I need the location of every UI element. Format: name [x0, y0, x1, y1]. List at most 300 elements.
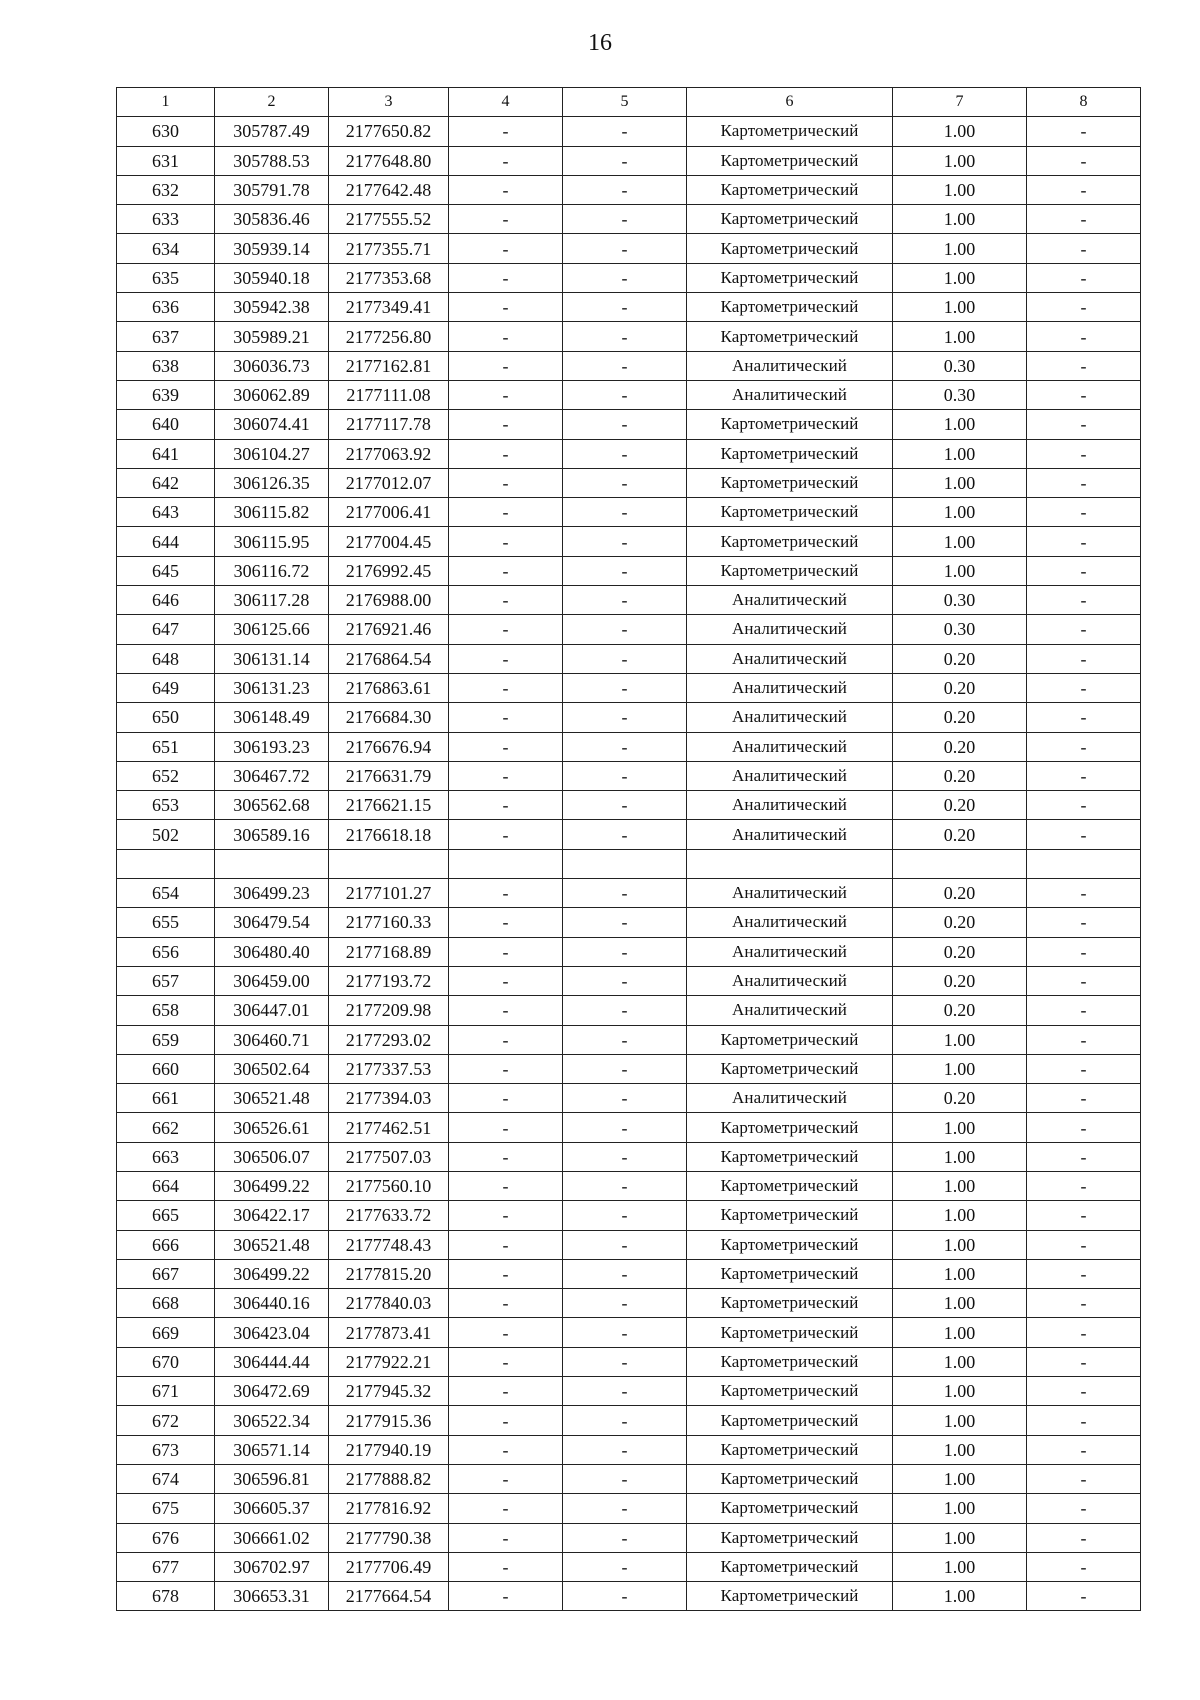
column-4-cell: - [449, 1377, 563, 1406]
column-8-cell: - [1027, 1142, 1141, 1171]
x-coordinate-cell: 306472.69 [215, 1377, 329, 1406]
column-8-cell: - [1027, 937, 1141, 966]
y-coordinate-cell: 2177873.41 [329, 1318, 449, 1347]
point-number-cell [117, 849, 215, 878]
column-8-cell: - [1027, 234, 1141, 263]
table-row [117, 322, 1141, 351]
x-coordinate-cell: 306605.37 [215, 1494, 329, 1523]
column-8-cell: - [1027, 1259, 1141, 1288]
table-row [117, 966, 1141, 995]
accuracy-cell: 1.00 [893, 175, 1027, 204]
method-cell: Картометрический [687, 1523, 893, 1552]
header-cell: 7 [893, 88, 1027, 117]
column-5-cell: - [563, 498, 687, 527]
table-row [117, 498, 1141, 527]
x-coordinate-cell: 306115.82 [215, 498, 329, 527]
accuracy-cell: 1.00 [893, 205, 1027, 234]
column-4-cell: - [449, 732, 563, 761]
column-5-cell: - [563, 468, 687, 497]
point-number-cell: 637 [117, 322, 215, 351]
x-coordinate-cell: 306104.27 [215, 439, 329, 468]
column-4-cell: - [449, 1025, 563, 1054]
column-5-cell: - [563, 937, 687, 966]
column-4-cell: - [449, 205, 563, 234]
column-5-cell: - [563, 791, 687, 820]
method-cell: Картометрический [687, 1552, 893, 1581]
point-number-cell: 670 [117, 1347, 215, 1376]
method-cell: Аналитический [687, 586, 893, 615]
column-5-cell: - [563, 234, 687, 263]
column-5-cell: - [563, 703, 687, 732]
column-8-cell: - [1027, 1230, 1141, 1259]
method-cell: Картометрический [687, 1289, 893, 1318]
method-cell: Аналитический [687, 703, 893, 732]
y-coordinate-cell: 2177168.89 [329, 937, 449, 966]
y-coordinate-cell: 2177337.53 [329, 1054, 449, 1083]
table-row [117, 937, 1141, 966]
y-coordinate-cell: 2176921.46 [329, 615, 449, 644]
table-row [117, 996, 1141, 1025]
column-8-cell: - [1027, 1025, 1141, 1054]
column-8-cell: - [1027, 1494, 1141, 1523]
y-coordinate-cell: 2177193.72 [329, 966, 449, 995]
column-4-cell: - [449, 263, 563, 292]
y-coordinate-cell: 2177160.33 [329, 908, 449, 937]
y-coordinate-cell: 2177945.32 [329, 1377, 449, 1406]
y-coordinate-cell: 2177816.92 [329, 1494, 449, 1523]
x-coordinate-cell: 306506.07 [215, 1142, 329, 1171]
point-number-cell: 673 [117, 1435, 215, 1464]
point-number-cell: 662 [117, 1113, 215, 1142]
point-number-cell: 667 [117, 1259, 215, 1288]
x-coordinate-cell: 305940.18 [215, 263, 329, 292]
x-coordinate-cell: 306521.48 [215, 1230, 329, 1259]
table-row [117, 1464, 1141, 1493]
accuracy-cell: 0.20 [893, 644, 1027, 673]
y-coordinate-cell: 2177650.82 [329, 117, 449, 146]
accuracy-cell: 1.00 [893, 1464, 1027, 1493]
x-coordinate-cell: 306116.72 [215, 556, 329, 585]
column-5-cell: - [563, 351, 687, 380]
y-coordinate-cell: 2177940.19 [329, 1435, 449, 1464]
column-4-cell: - [449, 820, 563, 849]
method-cell: Картометрический [687, 146, 893, 175]
y-coordinate-cell: 2177101.27 [329, 879, 449, 908]
column-5-cell: - [563, 1025, 687, 1054]
column-4-cell: - [449, 1084, 563, 1113]
point-number-cell: 644 [117, 527, 215, 556]
column-8-cell: - [1027, 1171, 1141, 1200]
accuracy-cell: 1.00 [893, 1582, 1027, 1611]
x-coordinate-cell: 306422.17 [215, 1201, 329, 1230]
table-row [117, 1377, 1141, 1406]
accuracy-cell: 1.00 [893, 439, 1027, 468]
y-coordinate-cell: 2177790.38 [329, 1523, 449, 1552]
method-cell: Картометрический [687, 1347, 893, 1376]
column-8-cell: - [1027, 703, 1141, 732]
y-coordinate-cell: 2177256.80 [329, 322, 449, 351]
table-row [117, 908, 1141, 937]
column-4-cell: - [449, 1582, 563, 1611]
table-row [117, 703, 1141, 732]
accuracy-cell [893, 849, 1027, 878]
x-coordinate-cell: 306062.89 [215, 380, 329, 409]
y-coordinate-cell: 2177355.71 [329, 234, 449, 263]
x-coordinate-cell: 305836.46 [215, 205, 329, 234]
table-row [117, 761, 1141, 790]
y-coordinate-cell: 2177922.21 [329, 1347, 449, 1376]
table-row [117, 1494, 1141, 1523]
accuracy-cell: 1.00 [893, 1494, 1027, 1523]
column-5-cell: - [563, 1582, 687, 1611]
column-4-cell: - [449, 498, 563, 527]
column-4-cell: - [449, 908, 563, 937]
y-coordinate-cell: 2177915.36 [329, 1406, 449, 1435]
accuracy-cell: 1.00 [893, 410, 1027, 439]
column-5-cell: - [563, 1142, 687, 1171]
point-number-cell: 652 [117, 761, 215, 790]
method-cell: Картометрический [687, 468, 893, 497]
point-number-cell: 641 [117, 439, 215, 468]
table-row [117, 527, 1141, 556]
y-coordinate-cell: 2177706.49 [329, 1552, 449, 1581]
column-4-cell: - [449, 1347, 563, 1376]
column-4-cell: - [449, 703, 563, 732]
point-number-cell: 645 [117, 556, 215, 585]
accuracy-cell: 0.30 [893, 615, 1027, 644]
accuracy-cell: 0.20 [893, 1084, 1027, 1113]
accuracy-cell: 1.00 [893, 1025, 1027, 1054]
x-coordinate-cell: 306702.97 [215, 1552, 329, 1581]
table-row [117, 1084, 1141, 1113]
column-4-cell: - [449, 1171, 563, 1200]
method-cell: Аналитический [687, 820, 893, 849]
point-number-cell: 674 [117, 1464, 215, 1493]
column-5-cell: - [563, 761, 687, 790]
accuracy-cell: 0.30 [893, 586, 1027, 615]
y-coordinate-cell: 2176864.54 [329, 644, 449, 673]
column-4-cell: - [449, 996, 563, 1025]
table-row [117, 263, 1141, 292]
column-8-cell: - [1027, 498, 1141, 527]
column-4-cell: - [449, 586, 563, 615]
column-8-cell: - [1027, 1113, 1141, 1142]
x-coordinate-cell: 306447.01 [215, 996, 329, 1025]
column-8-cell: - [1027, 1582, 1141, 1611]
method-cell: Картометрический [687, 1259, 893, 1288]
table-row [117, 1582, 1141, 1611]
point-number-cell: 631 [117, 146, 215, 175]
column-5-cell: - [563, 1113, 687, 1142]
column-8-cell [1027, 849, 1141, 878]
y-coordinate-cell: 2177555.52 [329, 205, 449, 234]
header-cell: 1 [117, 88, 215, 117]
column-4-cell: - [449, 1406, 563, 1435]
table-row [117, 644, 1141, 673]
column-8-cell: - [1027, 615, 1141, 644]
table-row [117, 1552, 1141, 1581]
x-coordinate-cell: 306499.22 [215, 1171, 329, 1200]
y-coordinate-cell: 2177633.72 [329, 1201, 449, 1230]
table-row [117, 234, 1141, 263]
column-8-cell: - [1027, 1318, 1141, 1347]
method-cell: Картометрический [687, 1435, 893, 1464]
column-4-cell: - [449, 322, 563, 351]
point-number-cell: 653 [117, 791, 215, 820]
column-8-cell: - [1027, 791, 1141, 820]
method-cell: Аналитический [687, 673, 893, 702]
table-body [117, 117, 1141, 1611]
column-5-cell: - [563, 1552, 687, 1581]
column-8-cell: - [1027, 351, 1141, 380]
x-coordinate-cell: 305989.21 [215, 322, 329, 351]
table-row [117, 117, 1141, 146]
column-8-cell: - [1027, 673, 1141, 702]
accuracy-cell: 1.00 [893, 1552, 1027, 1581]
column-5-cell: - [563, 908, 687, 937]
y-coordinate-cell: 2177353.68 [329, 263, 449, 292]
method-cell: Аналитический [687, 732, 893, 761]
header-cell: 5 [563, 88, 687, 117]
column-5-cell: - [563, 996, 687, 1025]
y-coordinate-cell: 2177117.78 [329, 410, 449, 439]
column-8-cell: - [1027, 1377, 1141, 1406]
point-number-cell: 654 [117, 879, 215, 908]
accuracy-cell: 1.00 [893, 117, 1027, 146]
column-5-cell: - [563, 1289, 687, 1318]
point-number-cell: 643 [117, 498, 215, 527]
point-number-cell: 658 [117, 996, 215, 1025]
column-8-cell: - [1027, 1552, 1141, 1581]
method-cell: Картометрический [687, 293, 893, 322]
accuracy-cell: 1.00 [893, 1377, 1027, 1406]
x-coordinate-cell: 306596.81 [215, 1464, 329, 1493]
page-number: 16 [588, 30, 612, 56]
column-5-cell: - [563, 1406, 687, 1435]
column-5-cell: - [563, 1347, 687, 1376]
accuracy-cell: 1.00 [893, 468, 1027, 497]
point-number-cell: 646 [117, 586, 215, 615]
point-number-cell: 665 [117, 1201, 215, 1230]
method-cell: Картометрический [687, 1230, 893, 1259]
x-coordinate-cell: 305787.49 [215, 117, 329, 146]
accuracy-cell: 1.00 [893, 1523, 1027, 1552]
point-number-cell: 663 [117, 1142, 215, 1171]
column-8-cell: - [1027, 586, 1141, 615]
header-cell: 4 [449, 88, 563, 117]
column-5-cell: - [563, 644, 687, 673]
x-coordinate-cell: 306131.14 [215, 644, 329, 673]
point-number-cell: 638 [117, 351, 215, 380]
column-4-cell: - [449, 615, 563, 644]
x-coordinate-cell: 306499.22 [215, 1259, 329, 1288]
table-row [117, 1171, 1141, 1200]
y-coordinate-cell: 2177560.10 [329, 1171, 449, 1200]
accuracy-cell: 1.00 [893, 1054, 1027, 1083]
point-number-cell: 656 [117, 937, 215, 966]
point-number-cell: 677 [117, 1552, 215, 1581]
point-number-cell: 649 [117, 673, 215, 702]
method-cell: Картометрический [687, 1406, 893, 1435]
y-coordinate-cell: 2177507.03 [329, 1142, 449, 1171]
method-cell: Аналитический [687, 615, 893, 644]
column-8-cell: - [1027, 117, 1141, 146]
method-cell: Картометрический [687, 556, 893, 585]
x-coordinate-cell: 306480.40 [215, 937, 329, 966]
point-number-cell: 647 [117, 615, 215, 644]
table-row [117, 1406, 1141, 1435]
y-coordinate-cell: 2176621.15 [329, 791, 449, 820]
x-coordinate-cell: 306460.71 [215, 1025, 329, 1054]
y-coordinate-cell: 2177111.08 [329, 380, 449, 409]
column-4-cell: - [449, 351, 563, 380]
column-8-cell: - [1027, 1054, 1141, 1083]
x-coordinate-cell: 305788.53 [215, 146, 329, 175]
column-8-cell: - [1027, 1084, 1141, 1113]
table-row [117, 175, 1141, 204]
column-4-cell: - [449, 117, 563, 146]
point-number-cell: 668 [117, 1289, 215, 1318]
table-row [117, 1054, 1141, 1083]
column-5-cell: - [563, 175, 687, 204]
column-5-cell: - [563, 1435, 687, 1464]
method-cell: Аналитический [687, 1084, 893, 1113]
method-cell: Картометрический [687, 234, 893, 263]
x-coordinate-cell: 306562.68 [215, 791, 329, 820]
y-coordinate-cell: 2177648.80 [329, 146, 449, 175]
table-row [117, 1435, 1141, 1464]
y-coordinate-cell: 2177063.92 [329, 439, 449, 468]
y-coordinate-cell: 2177012.07 [329, 468, 449, 497]
method-cell: Картометрический [687, 1171, 893, 1200]
point-number-cell: 676 [117, 1523, 215, 1552]
method-cell: Картометрический [687, 410, 893, 439]
y-coordinate-cell: 2177349.41 [329, 293, 449, 322]
column-8-cell: - [1027, 879, 1141, 908]
table-row [117, 820, 1141, 849]
table-row [117, 556, 1141, 585]
method-cell: Картометрический [687, 1464, 893, 1493]
y-coordinate-cell: 2176863.61 [329, 673, 449, 702]
table-row [117, 673, 1141, 702]
x-coordinate-cell: 306440.16 [215, 1289, 329, 1318]
method-cell: Картометрический [687, 322, 893, 351]
x-coordinate-cell: 306125.66 [215, 615, 329, 644]
method-cell: Аналитический [687, 966, 893, 995]
point-number-cell: 630 [117, 117, 215, 146]
y-coordinate-cell [329, 849, 449, 878]
column-5-cell: - [563, 732, 687, 761]
column-8-cell: - [1027, 1289, 1141, 1318]
method-cell: Картометрический [687, 1025, 893, 1054]
y-coordinate-cell: 2177209.98 [329, 996, 449, 1025]
table-row [117, 468, 1141, 497]
column-5-cell: - [563, 966, 687, 995]
accuracy-cell: 0.20 [893, 791, 1027, 820]
column-5-cell: - [563, 410, 687, 439]
column-4-cell: - [449, 1464, 563, 1493]
column-8-cell: - [1027, 1347, 1141, 1376]
point-number-cell: 669 [117, 1318, 215, 1347]
column-8-cell: - [1027, 556, 1141, 585]
header-cell: 8 [1027, 88, 1141, 117]
method-cell: Картометрический [687, 1582, 893, 1611]
coordinates-table [116, 87, 1141, 1611]
table-row [117, 1201, 1141, 1230]
point-number-cell: 651 [117, 732, 215, 761]
method-cell: Картометрический [687, 1113, 893, 1142]
column-8-cell: - [1027, 644, 1141, 673]
method-cell: Картометрический [687, 117, 893, 146]
point-number-cell: 661 [117, 1084, 215, 1113]
method-cell: Картометрический [687, 1201, 893, 1230]
column-4-cell: - [449, 673, 563, 702]
accuracy-cell: 0.30 [893, 351, 1027, 380]
column-5-cell: - [563, 615, 687, 644]
accuracy-cell: 1.00 [893, 146, 1027, 175]
point-number-cell: 655 [117, 908, 215, 937]
point-number-cell: 657 [117, 966, 215, 995]
y-coordinate-cell: 2177748.43 [329, 1230, 449, 1259]
accuracy-cell: 1.00 [893, 527, 1027, 556]
column-4-cell: - [449, 146, 563, 175]
accuracy-cell: 0.20 [893, 996, 1027, 1025]
point-number-cell: 635 [117, 263, 215, 292]
column-4-cell: - [449, 468, 563, 497]
accuracy-cell: 1.00 [893, 1289, 1027, 1318]
method-cell: Картометрический [687, 175, 893, 204]
column-5-cell: - [563, 117, 687, 146]
column-8-cell: - [1027, 380, 1141, 409]
x-coordinate-cell: 306126.35 [215, 468, 329, 497]
column-8-cell: - [1027, 732, 1141, 761]
x-coordinate-cell: 305791.78 [215, 175, 329, 204]
accuracy-cell: 0.20 [893, 966, 1027, 995]
column-8-cell: - [1027, 1201, 1141, 1230]
table-row [117, 205, 1141, 234]
accuracy-cell: 1.00 [893, 1201, 1027, 1230]
method-cell: Картометрический [687, 439, 893, 468]
x-coordinate-cell: 306661.02 [215, 1523, 329, 1552]
accuracy-cell: 0.20 [893, 879, 1027, 908]
column-4-cell: - [449, 234, 563, 263]
column-4-cell: - [449, 1552, 563, 1581]
method-cell: Аналитический [687, 908, 893, 937]
column-5-cell: - [563, 1054, 687, 1083]
column-8-cell: - [1027, 439, 1141, 468]
header-cell: 3 [329, 88, 449, 117]
point-number-cell: 671 [117, 1377, 215, 1406]
x-coordinate-cell: 306036.73 [215, 351, 329, 380]
method-cell: Картометрический [687, 1377, 893, 1406]
column-5-cell: - [563, 527, 687, 556]
point-number-cell: 502 [117, 820, 215, 849]
column-5-cell: - [563, 586, 687, 615]
x-coordinate-cell: 306423.04 [215, 1318, 329, 1347]
column-8-cell: - [1027, 1435, 1141, 1464]
point-number-cell: 664 [117, 1171, 215, 1200]
x-coordinate-cell: 306459.00 [215, 966, 329, 995]
column-5-cell: - [563, 820, 687, 849]
point-number-cell: 678 [117, 1582, 215, 1611]
column-5-cell: - [563, 1494, 687, 1523]
accuracy-cell: 0.20 [893, 703, 1027, 732]
table-row [117, 439, 1141, 468]
accuracy-cell: 1.00 [893, 1230, 1027, 1259]
column-5-cell: - [563, 1230, 687, 1259]
accuracy-cell: 1.00 [893, 234, 1027, 263]
column-8-cell: - [1027, 966, 1141, 995]
